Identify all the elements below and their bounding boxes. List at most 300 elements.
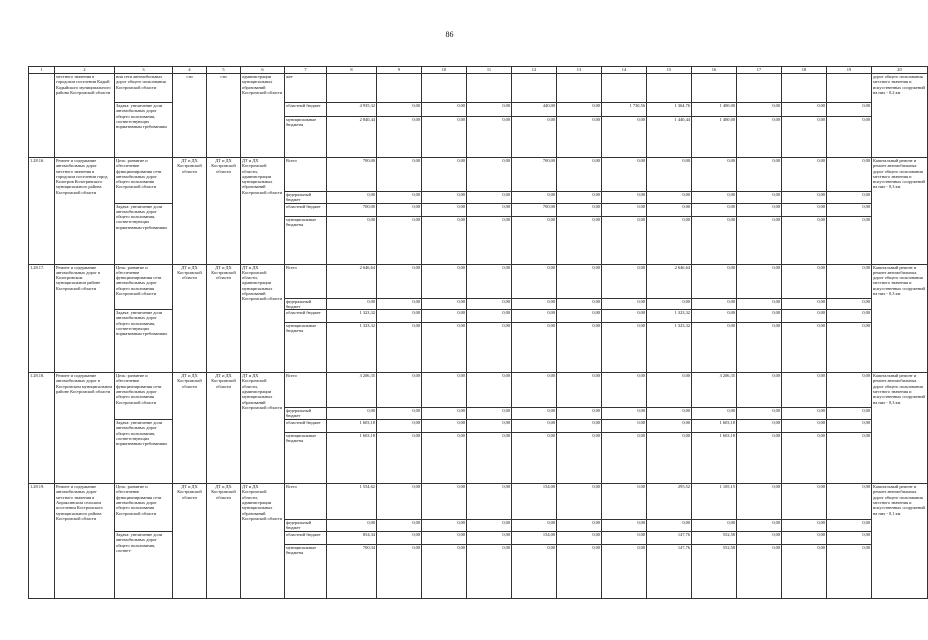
measure-name: Ремонт и содержание автомобильных дорог местного значения в городском поселении город Кологрив Кологривского муниципального района Костромской области — [55, 158, 115, 265]
table-row — [29, 484, 928, 520]
amount-cell: 0,00 — [602, 484, 647, 520]
row-number: 1.28.18. — [29, 373, 55, 484]
responsible-executor: ДТ и ДХ Костромской области — [173, 264, 207, 373]
amount-cell: 0,00 — [602, 203, 647, 216]
amount-cell: 0,00 — [557, 216, 602, 264]
amount-cell: 0,00 — [377, 192, 422, 204]
table-row — [29, 74, 928, 103]
amount-cell: 3 206,35 — [692, 373, 737, 408]
amount-cell: 0,00 — [422, 310, 467, 323]
amount-cell: 0,00 — [557, 520, 602, 532]
amount-cell: 0,00 — [782, 420, 827, 433]
amount-cell: 0,00 — [737, 323, 782, 373]
amount-cell: 700,00 — [327, 203, 377, 216]
column-header: 16 — [692, 67, 737, 74]
column-header: 13 — [557, 67, 602, 74]
column-header: 1 — [29, 67, 55, 74]
customer: ДТ и ДХ Костромской области — [207, 373, 241, 484]
amount-cell: 552,58 — [692, 545, 737, 599]
amount-cell: 0,00 — [377, 264, 422, 298]
funding-source: муниципальные бюджеты — [285, 216, 327, 264]
amount-cell: 0,00 — [782, 532, 827, 545]
amount-cell: 0,00 — [737, 158, 782, 192]
expected-result: Капитальный ремонт и ремонт автомобильных дорог общего пользования местного значения и искусственных сооружений на них - 0,3 км — [872, 264, 928, 373]
amount-cell: 0,00 — [467, 192, 512, 204]
amount-cell: 0,00 — [692, 298, 737, 310]
amount-cell: 0,00 — [467, 158, 512, 192]
amount-cell: 0,00 — [647, 158, 692, 192]
task-text: Задача: увеличение доли автомобильных дорог общего пользования, соответствующих нормативным требованиям — [115, 103, 173, 158]
column-header: 12 — [512, 67, 557, 74]
amount-cell: 0,00 — [647, 298, 692, 310]
amount-cell: 0,00 — [557, 532, 602, 545]
amount-cell: 1 323,32 — [647, 310, 692, 323]
funding-source: федеральный бюджет — [285, 298, 327, 310]
amount-cell — [422, 74, 467, 103]
table-row — [29, 373, 928, 408]
amount-cell: 0,00 — [737, 310, 782, 323]
amount-cell: 0,00 — [422, 192, 467, 204]
column-header: 17 — [737, 67, 782, 74]
amount-cell: 0,00 — [827, 433, 872, 484]
amount-cell: 0,00 — [467, 373, 512, 408]
funding-source: Всего — [285, 264, 327, 298]
amount-cell: 0,00 — [827, 158, 872, 192]
amount-cell: 0,00 — [512, 408, 557, 420]
measure-name: Ремонт и содержание автомобильных дорог в Костромском муниципальном районе Костромской области — [55, 373, 115, 484]
amount-cell: 0,00 — [692, 192, 737, 204]
table-row — [29, 420, 928, 433]
program-table — [28, 66, 928, 599]
amount-cell: 0,00 — [467, 420, 512, 433]
amount-cell: 0,00 — [827, 408, 872, 420]
funding-source: муниципальные бюджеты — [285, 433, 327, 484]
amount-cell: 0,00 — [422, 298, 467, 310]
amount-cell: 1 440,44 — [647, 117, 692, 158]
amount-cell: 0,00 — [327, 192, 377, 204]
amount-cell: 0,00 — [377, 545, 422, 599]
amount-cell: 0,00 — [377, 373, 422, 408]
column-header: 7 — [285, 67, 327, 74]
participants: ДТ и ДХ Костромской области, администрации муниципальных образований Костромской области — [241, 484, 285, 599]
amount-cell: 0,00 — [737, 373, 782, 408]
amount-cell: 0,00 — [782, 117, 827, 158]
amount-cell: 0,00 — [827, 520, 872, 532]
goal-text: Цель: развитие и обеспечение функционирования сети автомобильных дорог общего пользования Костромской области — [115, 264, 173, 310]
amount-cell: 0,00 — [377, 158, 422, 192]
amount-cell: 1 554,62 — [327, 484, 377, 520]
amount-cell: 0,00 — [377, 520, 422, 532]
amount-cell: 440,00 — [512, 103, 557, 117]
amount-cell: 1 323,32 — [647, 323, 692, 373]
customer: ДТ и ДХ Костромской области — [207, 264, 241, 373]
amount-cell: 0,00 — [467, 298, 512, 310]
amount-cell: 0,00 — [827, 192, 872, 204]
amount-cell: 0,00 — [467, 532, 512, 545]
amount-cell: 0,00 — [377, 117, 422, 158]
funding-source: областной бюджет — [285, 103, 327, 117]
task-text: Задача: увеличение доли автомобильных дорог общего пользования, соответствующих нормативным требованиям — [115, 420, 173, 484]
amount-cell: 0,00 — [737, 103, 782, 117]
funding-source: федеральный бюджет — [285, 408, 327, 420]
amount-cell: 0,00 — [557, 158, 602, 192]
amount-cell: 2 646,64 — [327, 264, 377, 298]
amount-cell: 0,00 — [647, 216, 692, 264]
amount-cell: 0,00 — [692, 158, 737, 192]
amount-cell: 0,00 — [557, 420, 602, 433]
amount-cell: 0,00 — [692, 216, 737, 264]
amount-cell: 0,00 — [467, 310, 512, 323]
table-row — [29, 310, 928, 323]
column-header: 10 — [422, 67, 467, 74]
column-header: 15 — [647, 67, 692, 74]
amount-cell: 0,00 — [422, 203, 467, 216]
amount-cell: 0,00 — [827, 420, 872, 433]
amount-cell: 0,00 — [737, 433, 782, 484]
funding-source: Всего — [285, 484, 327, 520]
task-text: Задача: увеличение доли автомобильных дорог общего пользования, соответствующих нормативным требованиям — [115, 203, 173, 264]
amount-cell: 0,00 — [467, 264, 512, 298]
funding-source: федеральный бюджет — [285, 520, 327, 532]
amount-cell: 0,00 — [512, 192, 557, 204]
amount-cell: 854,34 — [327, 532, 377, 545]
amount-cell: 0,00 — [602, 433, 647, 484]
amount-cell: 0,00 — [557, 433, 602, 484]
amount-cell: 0,00 — [557, 192, 602, 204]
column-header: 5 — [207, 67, 241, 74]
amount-cell: 0,00 — [377, 433, 422, 484]
page-number: 86 — [445, 30, 454, 39]
amount-cell: 0,00 — [827, 298, 872, 310]
amount-cell: 0,00 — [827, 216, 872, 264]
table-row — [29, 203, 928, 216]
amount-cell: 4 935,32 — [327, 103, 377, 117]
amount-cell: 0,00 — [827, 373, 872, 408]
amount-cell: 0,00 — [377, 484, 422, 520]
amount-cell: 0,00 — [782, 203, 827, 216]
amount-cell: 0,00 — [422, 433, 467, 484]
amount-cell — [827, 74, 872, 103]
column-header: 19 — [827, 67, 872, 74]
amount-cell: 0,00 — [737, 203, 782, 216]
amount-cell: 0,00 — [692, 323, 737, 373]
amount-cell: 0,00 — [557, 117, 602, 158]
amount-cell: 0,00 — [422, 484, 467, 520]
amount-cell: 0,00 — [737, 520, 782, 532]
amount-cell: 0,00 — [602, 420, 647, 433]
amount-cell: 1 400,00 — [692, 117, 737, 158]
amount-cell: 0,00 — [422, 545, 467, 599]
amount-cell: 0,00 — [692, 310, 737, 323]
amount-cell: 0,00 — [782, 103, 827, 117]
amount-cell: 0,00 — [467, 408, 512, 420]
amount-cell: 700,34 — [327, 545, 377, 599]
amount-cell: 1 603,18 — [327, 433, 377, 484]
amount-cell — [782, 74, 827, 103]
amount-cell: 0,00 — [512, 373, 557, 408]
amount-cell: 0,00 — [557, 323, 602, 373]
table-row — [29, 103, 928, 117]
amount-cell: 0,00 — [422, 520, 467, 532]
amount-cell: 0,00 — [422, 103, 467, 117]
participants: администрации муниципальных образований Костромской области — [241, 74, 285, 158]
amount-cell: 0,00 — [737, 545, 782, 599]
amount-cell: 0,00 — [377, 103, 422, 117]
amount-cell: 0,00 — [467, 484, 512, 520]
amount-cell: 0,00 — [467, 203, 512, 216]
amount-cell: 0,00 — [647, 420, 692, 433]
amount-cell: 0,00 — [647, 373, 692, 408]
amount-cell: 0,00 — [737, 264, 782, 298]
participants: ДТ и ДХ Костромской области, администрации муниципальных образований Костромской области — [241, 158, 285, 265]
amount-cell: 2 840,44 — [327, 117, 377, 158]
amount-cell: 0,00 — [557, 103, 602, 117]
column-header: 4 — [173, 67, 207, 74]
expected-result: Капитальный ремонт и ремонт автомобильных дорог общего пользования местного значения и искусственных сооружений на них - 0,3 км — [872, 158, 928, 265]
amount-cell: 0,00 — [422, 117, 467, 158]
responsible-executor: ДТ и ДХ Костромской области — [173, 373, 207, 484]
amount-cell: 0,00 — [422, 532, 467, 545]
amount-cell: 0,00 — [602, 216, 647, 264]
amount-cell: 1 603,18 — [692, 420, 737, 433]
amount-cell: 0,00 — [692, 203, 737, 216]
column-header: 3 — [115, 67, 173, 74]
amount-cell: 0,00 — [557, 373, 602, 408]
amount-cell: 0,00 — [377, 216, 422, 264]
row-number: 1.28.17. — [29, 264, 55, 373]
amount-cell: 0,00 — [737, 216, 782, 264]
amount-cell: 0,00 — [377, 420, 422, 433]
amount-cell: 0,00 — [602, 192, 647, 204]
expected-result: Капитальный ремонт и ремонт автомобильных дорог общего пользования местного значения и искусственных сооружений на них - 0,1 км — [872, 484, 928, 599]
amount-cell: 0,00 — [467, 520, 512, 532]
amount-cell: 0,00 — [602, 520, 647, 532]
amount-cell: 0,00 — [557, 310, 602, 323]
amount-cell: 0,00 — [512, 323, 557, 373]
amount-cell: 0,00 — [782, 484, 827, 520]
table-row — [29, 264, 928, 298]
amount-cell: 0,00 — [737, 532, 782, 545]
task-text: Задача: увеличение доли автомобильных дорог общего пользования, соответствующих нормативным требованиям — [115, 310, 173, 373]
table-row — [29, 158, 928, 192]
funding-source: областной бюджет — [285, 420, 327, 433]
header-row — [29, 67, 928, 74]
funding-source: Всего — [285, 373, 327, 408]
amount-cell: 0,00 — [377, 408, 422, 420]
amount-cell: 295,52 — [647, 484, 692, 520]
amount-cell: 0,00 — [557, 408, 602, 420]
responsible-executor: ДТ и ДХ Костромской области — [173, 484, 207, 599]
amount-cell: 0,00 — [737, 484, 782, 520]
amount-cell: 0,00 — [827, 545, 872, 599]
amount-cell: 154,00 — [512, 484, 557, 520]
amount-cell: 1 400,00 — [692, 103, 737, 117]
amount-cell: 0,00 — [377, 532, 422, 545]
amount-cell: 0,00 — [737, 298, 782, 310]
amount-cell: 147,76 — [647, 532, 692, 545]
column-header: 11 — [467, 67, 512, 74]
amount-cell: 0,00 — [467, 117, 512, 158]
amount-cell — [467, 74, 512, 103]
amount-cell: 0,00 — [602, 310, 647, 323]
amount-cell: 0,00 — [377, 323, 422, 373]
amount-cell: 0,00 — [737, 192, 782, 204]
amount-cell: 0,00 — [512, 433, 557, 484]
column-header: 9 — [377, 67, 422, 74]
amount-cell: 147,76 — [647, 545, 692, 599]
amount-cell: 0,00 — [692, 408, 737, 420]
measure-name: местного значения в городском поселении Кадый Кадыйского муниципального района Костромской области — [55, 74, 115, 158]
amount-cell: 0,00 — [737, 117, 782, 158]
funding-source: Всего — [285, 158, 327, 192]
amount-cell — [557, 74, 602, 103]
amount-cell: 0,00 — [467, 103, 512, 117]
amount-cell: 0,00 — [647, 408, 692, 420]
column-header: 18 — [782, 67, 827, 74]
amount-cell: 0,00 — [557, 484, 602, 520]
customer: ДТ и ДХ Костромской области — [207, 158, 241, 265]
amount-cell: 0,00 — [827, 103, 872, 117]
amount-cell: 0,00 — [827, 117, 872, 158]
amount-cell: 0,00 — [782, 323, 827, 373]
amount-cell: 0,00 — [327, 408, 377, 420]
amount-cell — [377, 74, 422, 103]
amount-cell: 2 646,64 — [647, 264, 692, 298]
amount-cell: 0,00 — [602, 532, 647, 545]
amount-cell: 1 603,18 — [327, 420, 377, 433]
amount-cell: 0,00 — [827, 532, 872, 545]
column-header: 2 — [55, 67, 115, 74]
column-header: 20 — [872, 67, 928, 74]
amount-cell: 0,00 — [647, 203, 692, 216]
amount-cell: 0,00 — [602, 373, 647, 408]
amount-cell: 0,00 — [602, 158, 647, 192]
amount-cell: 0,00 — [602, 117, 647, 158]
goal-text: Цель: развитие и обеспечение функционирования сети автомобильных дорог общего пользования Костромской области — [115, 484, 173, 532]
amount-cell: 0,00 — [782, 158, 827, 192]
amount-cell: 0,00 — [467, 216, 512, 264]
amount-cell: 154,00 — [512, 532, 557, 545]
amount-cell: 0,00 — [692, 520, 737, 532]
amount-cell: 0,00 — [782, 298, 827, 310]
amount-cell: 0,00 — [422, 216, 467, 264]
goal-text: Цель: развитие и обеспечение функционирования сети автомобильных дорог общего пользования Костромской области — [115, 158, 173, 204]
amount-cell: 0,00 — [422, 264, 467, 298]
amount-cell: 0,00 — [512, 298, 557, 310]
amount-cell: 1 364,76 — [647, 103, 692, 117]
amount-cell: 0,00 — [782, 216, 827, 264]
amount-cell: 0,00 — [467, 545, 512, 599]
amount-cell: 0,00 — [737, 420, 782, 433]
expected-result: дорог общего пользования местного значения и искусственных сооружений на них - 0,2 км — [872, 74, 928, 158]
amount-cell: 0,00 — [827, 484, 872, 520]
amount-cell: 0,00 — [782, 520, 827, 532]
amount-cell: 1 323,32 — [327, 323, 377, 373]
participants: ДТ и ДХ Костромской области, администрации муниципальных образований Костромской области — [241, 373, 285, 484]
funding-source: муниципальные бюджеты — [285, 117, 327, 158]
amount-cell: 0,00 — [827, 310, 872, 323]
amount-cell: 1 323,32 — [327, 310, 377, 323]
amount-cell: 0,00 — [327, 216, 377, 264]
amount-cell: 0,00 — [782, 433, 827, 484]
amount-cell: 0,00 — [737, 408, 782, 420]
amount-cell: 0,00 — [602, 545, 647, 599]
amount-cell: 0,00 — [512, 545, 557, 599]
amount-cell: 0,00 — [467, 323, 512, 373]
amount-cell: 0,00 — [512, 520, 557, 532]
row-number — [29, 74, 55, 158]
amount-cell: 0,00 — [782, 310, 827, 323]
amount-cell: 0,00 — [692, 264, 737, 298]
amount-cell: 0,00 — [512, 117, 557, 158]
amount-cell: 0,00 — [557, 545, 602, 599]
amount-cell: 0,00 — [512, 420, 557, 433]
amount-cell: 3 206,35 — [327, 373, 377, 408]
amount-cell: 0,00 — [512, 264, 557, 298]
amount-cell — [327, 74, 377, 103]
funding-source: федеральный бюджет — [285, 192, 327, 204]
customer: сти — [207, 74, 241, 158]
amount-cell: 0,00 — [422, 420, 467, 433]
amount-cell: 0,00 — [602, 298, 647, 310]
goal-text: Цель: развитие и обеспечение функционирования сети автомобильных дорог общего пользования Костромской области — [115, 373, 173, 420]
measure-name: Ремонт и содержание автомобильных дорог в Кологривском муниципальном районе Костромской области — [55, 264, 115, 373]
amount-cell: 0,00 — [557, 203, 602, 216]
amount-cell: 0,00 — [647, 520, 692, 532]
column-header: 8 — [327, 67, 377, 74]
amount-cell: 0,00 — [422, 158, 467, 192]
funding-source: областной бюджет — [285, 532, 327, 545]
amount-cell: 0,00 — [782, 373, 827, 408]
amount-cell: 0,00 — [827, 323, 872, 373]
funding-source: областной бюджет — [285, 203, 327, 216]
row-number: 1.28.16. — [29, 158, 55, 265]
row-number: 1.28.19. — [29, 484, 55, 599]
amount-cell: 0,00 — [327, 298, 377, 310]
funding-source: областной бюджет — [285, 310, 327, 323]
amount-cell: 0,00 — [557, 264, 602, 298]
amount-cell: 0,00 — [782, 192, 827, 204]
amount-cell: 700,00 — [512, 158, 557, 192]
funding-source: муниципальные бюджеты — [285, 323, 327, 373]
amount-cell — [737, 74, 782, 103]
amount-cell — [512, 74, 557, 103]
amount-cell: 0,00 — [377, 203, 422, 216]
goal-text: ния сети автомобильных дорог общего пользования Костромской области — [115, 74, 173, 103]
amount-cell: 0,00 — [602, 408, 647, 420]
table-row — [29, 532, 928, 545]
amount-cell: 1 730,56 — [602, 103, 647, 117]
amount-cell: 700,00 — [327, 158, 377, 192]
participants: ДТ и ДХ Костромской области, администрации муниципальных образований Костромской области — [241, 264, 285, 373]
amount-cell: 0,00 — [512, 216, 557, 264]
amount-cell: 0,00 — [377, 310, 422, 323]
amount-cell: 0,00 — [377, 298, 422, 310]
column-header: 6 — [241, 67, 285, 74]
amount-cell: 0,00 — [422, 408, 467, 420]
amount-cell: 700,00 — [512, 203, 557, 216]
amount-cell: 0,00 — [422, 323, 467, 373]
amount-cell: 552,58 — [692, 532, 737, 545]
amount-cell: 0,00 — [327, 520, 377, 532]
amount-cell: 1 603,18 — [692, 433, 737, 484]
amount-cell: 1 105,15 — [692, 484, 737, 520]
amount-cell: 0,00 — [557, 298, 602, 310]
amount-cell — [602, 74, 647, 103]
amount-cell: 0,00 — [782, 545, 827, 599]
responsible-executor: ДТ и ДХ Костромской области — [173, 158, 207, 265]
column-header: 14 — [602, 67, 647, 74]
